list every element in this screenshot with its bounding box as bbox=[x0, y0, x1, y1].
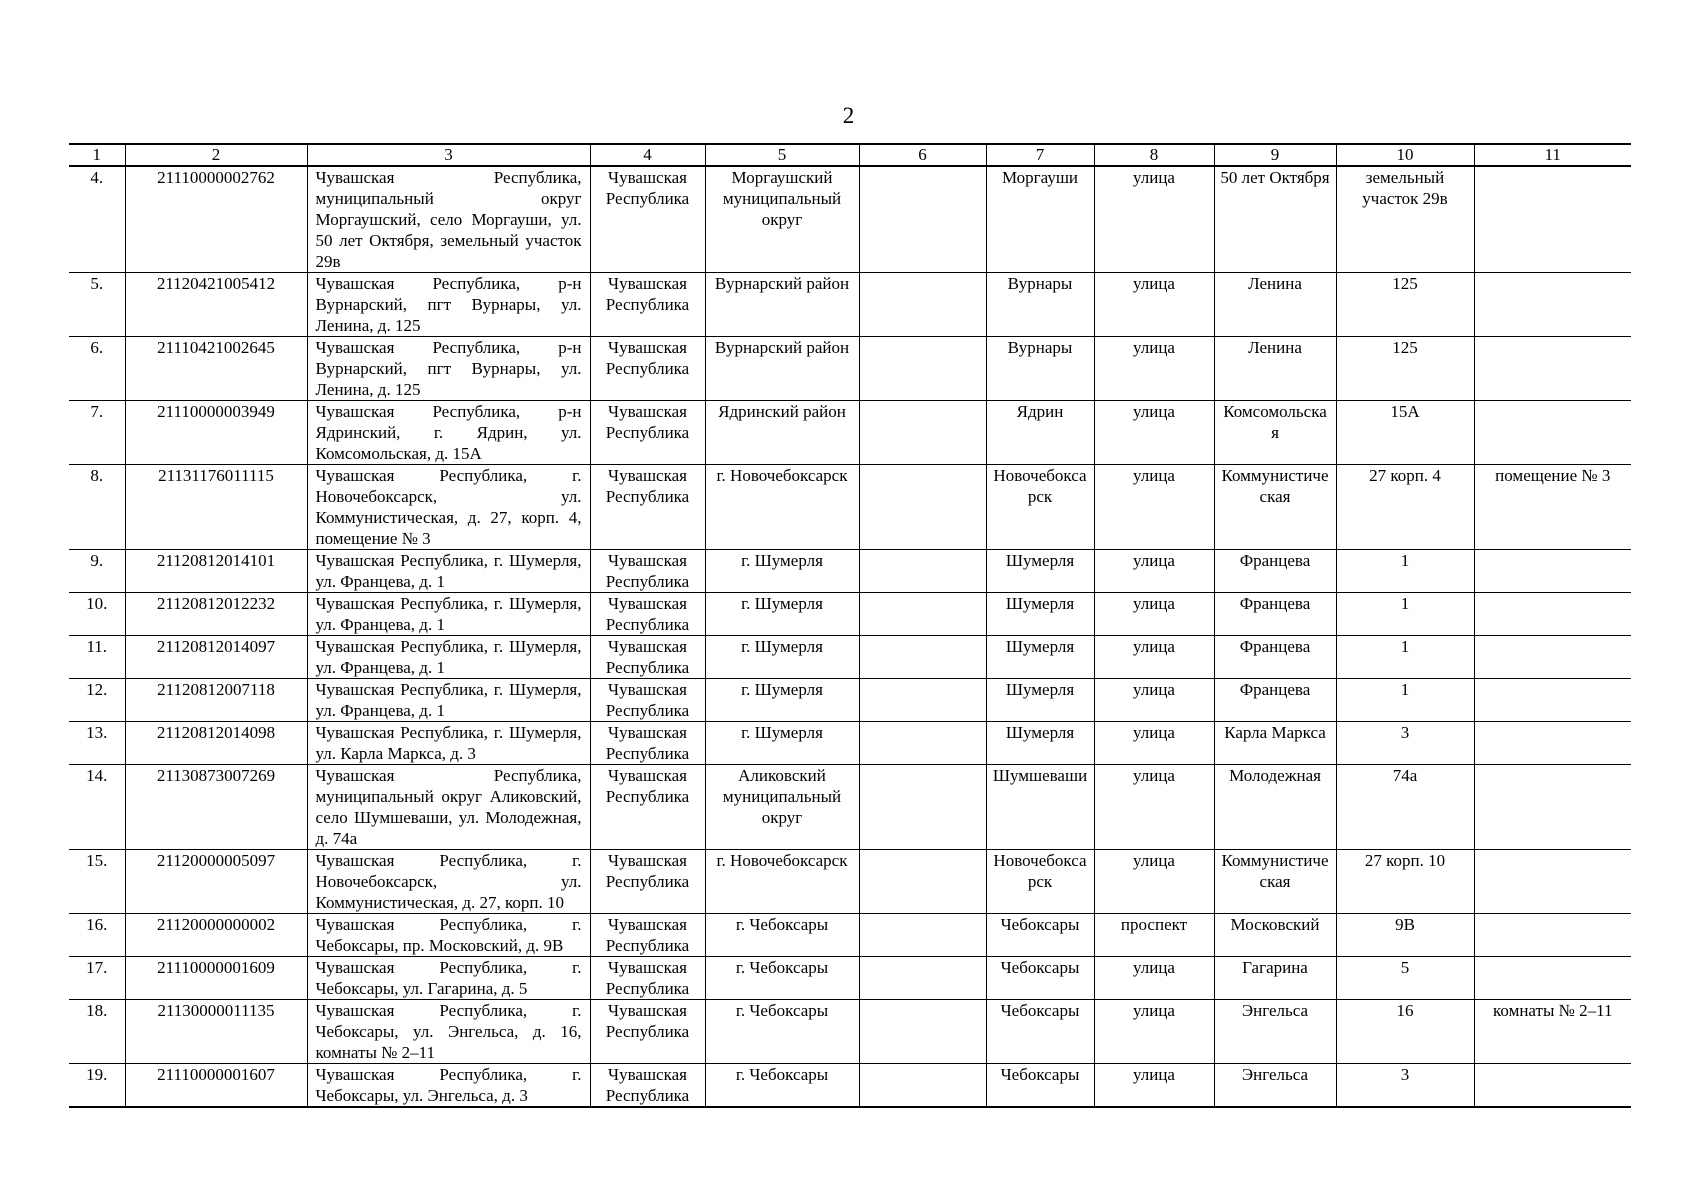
region-cell: Чувашская Республика bbox=[590, 1000, 705, 1064]
table-row bbox=[69, 337, 1631, 401]
house-number-cell: 9В bbox=[1336, 914, 1474, 957]
column-6-cell bbox=[859, 636, 986, 679]
column-number-5: 5 bbox=[705, 144, 859, 166]
column-number-10: 10 bbox=[1336, 144, 1474, 166]
column-number-2: 2 bbox=[125, 144, 307, 166]
street-name-cell: Коммунистическая bbox=[1214, 465, 1336, 550]
premises-cell bbox=[1474, 593, 1631, 636]
locality-cell: Чебоксары bbox=[986, 1064, 1094, 1108]
table-row bbox=[69, 679, 1631, 722]
premises-cell bbox=[1474, 914, 1631, 957]
district-cell: Вурнарский район bbox=[705, 337, 859, 401]
street-name-cell: Францева bbox=[1214, 636, 1336, 679]
full-address-cell: Чувашская Республика, г. Шумерля, ул. Францева, д. 1 bbox=[307, 636, 590, 679]
street-name-cell: Коммунистическая bbox=[1214, 850, 1336, 914]
column-number-6: 6 bbox=[859, 144, 986, 166]
region-cell: Чувашская Республика bbox=[590, 914, 705, 957]
full-address-cell: Чувашская Республика, г. Шумерля, ул. Францева, д. 1 bbox=[307, 679, 590, 722]
region-cell: Чувашская Республика bbox=[590, 765, 705, 850]
full-address-cell: Чувашская Республика, г. Чебоксары, ул. Энгельса, д. 3 bbox=[307, 1064, 590, 1108]
street-name-cell: Францева bbox=[1214, 593, 1336, 636]
full-address-cell: Чувашская Республика, г. Шумерля, ул. Францева, д. 1 bbox=[307, 593, 590, 636]
house-number-cell: 27 корп. 4 bbox=[1336, 465, 1474, 550]
street-type-cell: улица bbox=[1094, 850, 1214, 914]
column-6-cell bbox=[859, 273, 986, 337]
column-6-cell bbox=[859, 550, 986, 593]
table-row bbox=[69, 1000, 1631, 1064]
region-cell: Чувашская Республика bbox=[590, 166, 705, 273]
house-number-cell: 3 bbox=[1336, 722, 1474, 765]
table-row bbox=[69, 957, 1631, 1000]
district-cell: г. Чебоксары bbox=[705, 957, 859, 1000]
premises-cell bbox=[1474, 679, 1631, 722]
full-address-cell: Чувашская Республика, г. Чебоксары, ул. Гагарина, д. 5 bbox=[307, 957, 590, 1000]
premises-cell bbox=[1474, 957, 1631, 1000]
street-name-cell: 50 лет Октября bbox=[1214, 166, 1336, 273]
house-number-cell: 15А bbox=[1336, 401, 1474, 465]
house-number-cell: 1 bbox=[1336, 550, 1474, 593]
district-cell: г. Новочебоксарск bbox=[705, 465, 859, 550]
street-name-cell: Энгельса bbox=[1214, 1064, 1336, 1108]
street-name-cell: Карла Маркса bbox=[1214, 722, 1336, 765]
object-code-cell: 21120812014101 bbox=[125, 550, 307, 593]
premises-cell bbox=[1474, 765, 1631, 850]
table-row bbox=[69, 273, 1631, 337]
row-number-cell: 9. bbox=[69, 550, 125, 593]
row-number-cell: 8. bbox=[69, 465, 125, 550]
street-type-cell: улица bbox=[1094, 166, 1214, 273]
column-number-7: 7 bbox=[986, 144, 1094, 166]
district-cell: г. Новочебоксарск bbox=[705, 850, 859, 914]
column-number-11: 11 bbox=[1474, 144, 1631, 166]
row-number-cell: 6. bbox=[69, 337, 125, 401]
table-row bbox=[69, 765, 1631, 850]
locality-cell: Ядрин bbox=[986, 401, 1094, 465]
district-cell: г. Шумерля bbox=[705, 550, 859, 593]
street-type-cell: улица bbox=[1094, 465, 1214, 550]
district-cell: Ядринский район bbox=[705, 401, 859, 465]
street-name-cell: Францева bbox=[1214, 550, 1336, 593]
object-code-cell: 21120812007118 bbox=[125, 679, 307, 722]
full-address-cell: Чувашская Республика, г. Шумерля, ул. Францева, д. 1 bbox=[307, 550, 590, 593]
house-number-cell: 5 bbox=[1336, 957, 1474, 1000]
house-number-cell: 1 bbox=[1336, 679, 1474, 722]
column-number-8: 8 bbox=[1094, 144, 1214, 166]
region-cell: Чувашская Республика bbox=[590, 401, 705, 465]
column-6-cell bbox=[859, 401, 986, 465]
region-cell: Чувашская Республика bbox=[590, 465, 705, 550]
region-cell: Чувашская Республика bbox=[590, 722, 705, 765]
premises-cell bbox=[1474, 401, 1631, 465]
object-code-cell: 21120000005097 bbox=[125, 850, 307, 914]
column-6-cell bbox=[859, 850, 986, 914]
full-address-cell: Чувашская Республика, г. Чебоксары, пр. Московский, д. 9В bbox=[307, 914, 590, 957]
locality-cell: Моргауши bbox=[986, 166, 1094, 273]
table-row bbox=[69, 550, 1631, 593]
locality-cell: Новочебоксарск bbox=[986, 850, 1094, 914]
table-row bbox=[69, 914, 1631, 957]
object-code-cell: 21131176011115 bbox=[125, 465, 307, 550]
column-6-cell bbox=[859, 465, 986, 550]
street-name-cell: Ленина bbox=[1214, 337, 1336, 401]
column-number-3: 3 bbox=[307, 144, 590, 166]
table-row bbox=[69, 850, 1631, 914]
row-number-cell: 18. bbox=[69, 1000, 125, 1064]
column-6-cell bbox=[859, 914, 986, 957]
row-number-cell: 7. bbox=[69, 401, 125, 465]
row-number-cell: 14. bbox=[69, 765, 125, 850]
column-number-row bbox=[69, 144, 1631, 166]
object-code-cell: 21110000001609 bbox=[125, 957, 307, 1000]
house-number-cell: 1 bbox=[1336, 593, 1474, 636]
premises-cell bbox=[1474, 550, 1631, 593]
full-address-cell: Чувашская Республика, г. Новочебоксарск, ул. Коммунистическая, д. 27, корп. 10 bbox=[307, 850, 590, 914]
house-number-cell: 125 bbox=[1336, 273, 1474, 337]
house-number-cell: 125 bbox=[1336, 337, 1474, 401]
street-type-cell: улица bbox=[1094, 550, 1214, 593]
street-type-cell: улица bbox=[1094, 1064, 1214, 1108]
premises-cell: комнаты № 2–11 bbox=[1474, 1000, 1631, 1064]
column-6-cell bbox=[859, 166, 986, 273]
district-cell: г. Шумерля bbox=[705, 636, 859, 679]
locality-cell: Шумерля bbox=[986, 722, 1094, 765]
object-code-cell: 21120812012232 bbox=[125, 593, 307, 636]
street-type-cell: улица bbox=[1094, 722, 1214, 765]
region-cell: Чувашская Республика bbox=[590, 679, 705, 722]
street-type-cell: улица bbox=[1094, 1000, 1214, 1064]
district-cell: г. Шумерля bbox=[705, 593, 859, 636]
object-code-cell: 21120812014097 bbox=[125, 636, 307, 679]
table-row bbox=[69, 465, 1631, 550]
street-name-cell: Молодежная bbox=[1214, 765, 1336, 850]
row-number-cell: 11. bbox=[69, 636, 125, 679]
full-address-cell: Чувашская Республика, р-н Вурнарский, пгт Вурнары, ул. Ленина, д. 125 bbox=[307, 337, 590, 401]
object-code-cell: 21110000003949 bbox=[125, 401, 307, 465]
object-code-cell: 21110000001607 bbox=[125, 1064, 307, 1108]
premises-cell bbox=[1474, 166, 1631, 273]
region-cell: Чувашская Республика bbox=[590, 850, 705, 914]
row-number-cell: 12. bbox=[69, 679, 125, 722]
column-6-cell bbox=[859, 765, 986, 850]
district-cell: Аликовский муниципальный округ bbox=[705, 765, 859, 850]
house-number-cell: 27 корп. 10 bbox=[1336, 850, 1474, 914]
street-name-cell: Ленина bbox=[1214, 273, 1336, 337]
premises-cell bbox=[1474, 722, 1631, 765]
column-6-cell bbox=[859, 593, 986, 636]
column-6-cell bbox=[859, 1064, 986, 1108]
row-number-cell: 13. bbox=[69, 722, 125, 765]
locality-cell: Шумерля bbox=[986, 679, 1094, 722]
locality-cell: Чебоксары bbox=[986, 914, 1094, 957]
table-row bbox=[69, 401, 1631, 465]
row-number-cell: 4. bbox=[69, 166, 125, 273]
premises-cell bbox=[1474, 337, 1631, 401]
region-cell: Чувашская Республика bbox=[590, 337, 705, 401]
house-number-cell: 74а bbox=[1336, 765, 1474, 850]
column-6-cell bbox=[859, 337, 986, 401]
address-table bbox=[69, 143, 1631, 1108]
district-cell: Вурнарский район bbox=[705, 273, 859, 337]
full-address-cell: Чувашская Республика, г. Новочебоксарск, ул. Коммунистическая, д. 27, корп. 4, помещение № 3 bbox=[307, 465, 590, 550]
locality-cell: Чебоксары bbox=[986, 1000, 1094, 1064]
street-type-cell: улица bbox=[1094, 593, 1214, 636]
district-cell: г. Шумерля bbox=[705, 679, 859, 722]
table-row bbox=[69, 636, 1631, 679]
column-number-1: 1 bbox=[69, 144, 125, 166]
street-name-cell: Московский bbox=[1214, 914, 1336, 957]
street-type-cell: улица bbox=[1094, 765, 1214, 850]
column-6-cell bbox=[859, 722, 986, 765]
row-number-cell: 19. bbox=[69, 1064, 125, 1108]
street-type-cell: улица bbox=[1094, 957, 1214, 1000]
house-number-cell: 16 bbox=[1336, 1000, 1474, 1064]
district-cell: г. Чебоксары bbox=[705, 1000, 859, 1064]
page-number: 2 bbox=[842, 103, 855, 128]
column-6-cell bbox=[859, 679, 986, 722]
locality-cell: Новочебоксарск bbox=[986, 465, 1094, 550]
object-code-cell: 21120812014098 bbox=[125, 722, 307, 765]
premises-cell bbox=[1474, 636, 1631, 679]
column-6-cell bbox=[859, 1000, 986, 1064]
street-type-cell: проспект bbox=[1094, 914, 1214, 957]
street-name-cell: Энгельса bbox=[1214, 1000, 1336, 1064]
row-number-cell: 16. bbox=[69, 914, 125, 957]
object-code-cell: 21130000011135 bbox=[125, 1000, 307, 1064]
premises-cell bbox=[1474, 1064, 1631, 1108]
district-cell: Моргаушский муниципальный округ bbox=[705, 166, 859, 273]
region-cell: Чувашская Республика bbox=[590, 957, 705, 1000]
street-name-cell: Комсомольская bbox=[1214, 401, 1336, 465]
table-row bbox=[69, 593, 1631, 636]
object-code-cell: 21110000002762 bbox=[125, 166, 307, 273]
row-number-cell: 10. bbox=[69, 593, 125, 636]
locality-cell: Шумшеваши bbox=[986, 765, 1094, 850]
premises-cell bbox=[1474, 273, 1631, 337]
house-number-cell: земельный участок 29в bbox=[1336, 166, 1474, 273]
full-address-cell: Чувашская Республика, р-н Ядринский, г. Ядрин, ул. Комсомольская, д. 15А bbox=[307, 401, 590, 465]
locality-cell: Шумерля bbox=[986, 593, 1094, 636]
full-address-cell: Чувашская Республика, г. Чебоксары, ул. Энгельса, д. 16, комнаты № 2–11 bbox=[307, 1000, 590, 1064]
street-name-cell: Францева bbox=[1214, 679, 1336, 722]
row-number-cell: 15. bbox=[69, 850, 125, 914]
full-address-cell: Чувашская Республика, муниципальный округ Аликовский, село Шумшеваши, ул. Молодежная, д. 74а bbox=[307, 765, 590, 850]
street-type-cell: улица bbox=[1094, 679, 1214, 722]
locality-cell: Чебоксары bbox=[986, 957, 1094, 1000]
region-cell: Чувашская Республика bbox=[590, 550, 705, 593]
table-row bbox=[69, 722, 1631, 765]
district-cell: г. Чебоксары bbox=[705, 914, 859, 957]
column-6-cell bbox=[859, 957, 986, 1000]
object-code-cell: 21120000000002 bbox=[125, 914, 307, 957]
street-type-cell: улица bbox=[1094, 636, 1214, 679]
region-cell: Чувашская Республика bbox=[590, 1064, 705, 1108]
row-number-cell: 5. bbox=[69, 273, 125, 337]
locality-cell: Вурнары bbox=[986, 337, 1094, 401]
full-address-cell: Чувашская Республика, муниципальный округ Моргаушский, село Моргауши, ул. 50 лет Октября, земельный участок 29в bbox=[307, 166, 590, 273]
house-number-cell: 3 bbox=[1336, 1064, 1474, 1108]
table-row bbox=[69, 1064, 1631, 1108]
object-code-cell: 21120421005412 bbox=[125, 273, 307, 337]
premises-cell: помещение № 3 bbox=[1474, 465, 1631, 550]
column-number-9: 9 bbox=[1214, 144, 1336, 166]
street-name-cell: Гагарина bbox=[1214, 957, 1336, 1000]
row-number-cell: 17. bbox=[69, 957, 125, 1000]
locality-cell: Шумерля bbox=[986, 550, 1094, 593]
region-cell: Чувашская Республика bbox=[590, 273, 705, 337]
street-type-cell: улица bbox=[1094, 337, 1214, 401]
region-cell: Чувашская Республика bbox=[590, 636, 705, 679]
street-type-cell: улица bbox=[1094, 401, 1214, 465]
locality-cell: Шумерля bbox=[986, 636, 1094, 679]
district-cell: г. Чебоксары bbox=[705, 1064, 859, 1108]
street-type-cell: улица bbox=[1094, 273, 1214, 337]
full-address-cell: Чувашская Республика, г. Шумерля, ул. Карла Маркса, д. 3 bbox=[307, 722, 590, 765]
house-number-cell: 1 bbox=[1336, 636, 1474, 679]
region-cell: Чувашская Республика bbox=[590, 593, 705, 636]
locality-cell: Вурнары bbox=[986, 273, 1094, 337]
district-cell: г. Шумерля bbox=[705, 722, 859, 765]
table-body bbox=[69, 144, 1631, 1107]
object-code-cell: 21110421002645 bbox=[125, 337, 307, 401]
full-address-cell: Чувашская Республика, р-н Вурнарский, пгт Вурнары, ул. Ленина, д. 125 bbox=[307, 273, 590, 337]
object-code-cell: 21130873007269 bbox=[125, 765, 307, 850]
table-row bbox=[69, 166, 1631, 273]
premises-cell bbox=[1474, 850, 1631, 914]
column-number-4: 4 bbox=[590, 144, 705, 166]
